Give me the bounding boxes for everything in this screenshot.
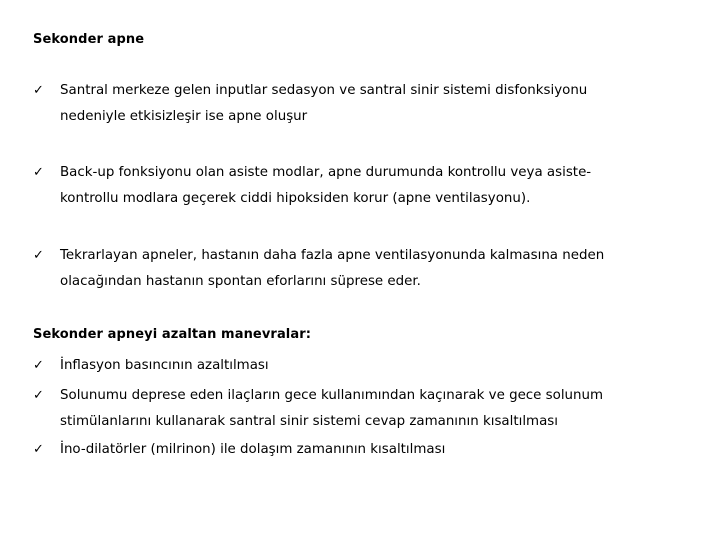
- list-item: [33, 160, 693, 212]
- list-item-line: Tekrarlayan apneler, hastanın daha fazla apne ventilasyonunda kalmasına neden: [60, 248, 605, 263]
- checkmark-icon: ✓: [33, 358, 44, 373]
- list-item: [33, 353, 693, 379]
- list-item-line: İno-dilatörler (milrinon) ile dolaşım zamanının kısaltılması: [60, 442, 446, 457]
- list-item: [33, 437, 693, 463]
- list-item-line: Santral merkeze gelen inputlar sedasyon ve santral sinir sistemi disfonksiyonu: [60, 83, 588, 98]
- list-item-line: İnflasyon basıncının azaltılması: [60, 358, 269, 373]
- checkmark-icon: ✓: [33, 388, 44, 403]
- list-item-line: olacağından hastanın spontan eforlarını süprese eder.: [60, 274, 421, 289]
- checkmark-icon: ✓: [33, 248, 44, 263]
- checkmark-icon: ✓: [33, 165, 44, 180]
- list-item-line: nedeniyle etkisizleşir ise apne oluşur: [60, 109, 308, 124]
- section-title-secondary-apnea: Sekonder apne: [33, 32, 145, 47]
- list-item-line: stimülanlarını kullanarak santral sinir sistemi cevap zamanının kısaltılması: [60, 414, 558, 429]
- checkmark-icon: ✓: [33, 83, 44, 98]
- list-item-line: kontrollu modlara geçerek ciddi hipoksiden korur (apne ventilasyonu).: [60, 191, 531, 206]
- checkmark-icon: ✓: [33, 442, 44, 457]
- list-item: [33, 383, 693, 435]
- list-item: [33, 78, 693, 130]
- list-item-line: Solunumu deprese eden ilaçların gece kullanımından kaçınarak ve gece solunum: [60, 388, 604, 403]
- section-title-apnea-reducing-maneuvers: Sekonder apneyi azaltan manevralar:: [33, 327, 312, 342]
- list-item-line: Back-up fonksiyonu olan asiste modlar, apne durumunda kontrollu veya asiste-: [60, 165, 592, 180]
- list-item: [33, 243, 693, 295]
